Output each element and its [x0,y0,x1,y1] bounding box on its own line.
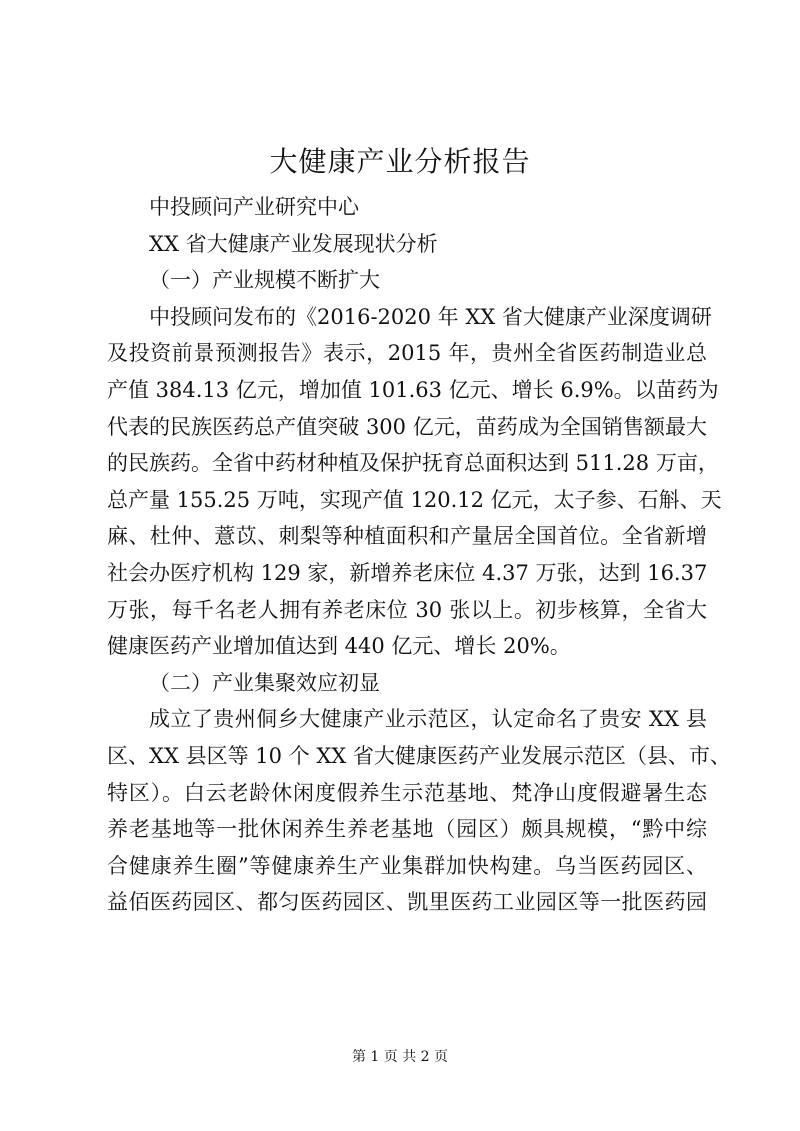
document-title: 大健康产业分析报告 [269,145,531,178]
subsection-heading-1: （一）产业规模不断扩大 [149,268,380,293]
paragraph-line: 总产量 155.25 万吨，实现产值 120.12 亿元，太子参、石斛、天 [107,487,722,512]
paragraph-line: 特区）。白云老龄休闲度假养生示范基地、梵净山度假避暑生态 [107,780,707,805]
paragraph-line: 益佰医药园区、都匀医药园区、凯里医药工业园区等一批医药园 [107,890,707,915]
paragraph-line: 及投资前景预测报告》表示，2015 年，贵州全省医药制造业总 [107,341,707,366]
document-body [107,189,731,921]
paragraph-line: 区、XX 县区等 10 个 XX 省大健康医药产业发展示范区（县、市、 [107,743,731,768]
page-footer: 第 1 页 共 2 页 [351,1049,449,1065]
author-line: 中投顾问产业研究中心 [149,195,359,219]
paragraph-line: 健康医药产业增加值达到 440 亿元、增长 20%。 [107,634,571,659]
paragraph-line: 产值 384.13 亿元，增加值 101.63 亿元、增长 6.9%。以苗药为 [107,377,719,402]
paragraph-line: 社会办医疗机构 129 家，新增养老床位 4.37 万张，达到 16.37 [107,560,708,585]
subsection-heading-2: （二）产业集聚效应初显 [149,670,380,695]
paragraph-line: 养老基地等一批休闲养生养老基地（园区）颇具规模，“黔中综 [107,817,707,842]
paragraph-line: 成立了贵州侗乡大健康产业示范区，认定命名了贵安 XX 县 [149,707,707,732]
paragraph-line: 合健康养生圈”等健康养生产业集群加快构建。乌当医药园区、 [107,853,707,878]
section-heading: XX 省大健康产业发展现状分析 [149,231,438,256]
paragraph-line: 代表的民族医药总产值突破 300 亿元，苗药成为全国销售额最大 [107,414,707,439]
paragraph-line: 中投顾问发布的《2016-2020 年 XX 省大健康产业深度调研 [149,304,712,329]
paragraph-line: 万张，每千名老人拥有养老床位 30 张以上。初步核算，全省大 [107,597,707,622]
paragraph-line: 的民族药。全省中药材种植及保护抚育总面积达到 511.28 万亩， [107,451,719,476]
paragraph-line: 麻、杜仲、薏苡、刺梨等种植面积和产量居全国首位。全省新增 [107,524,707,549]
